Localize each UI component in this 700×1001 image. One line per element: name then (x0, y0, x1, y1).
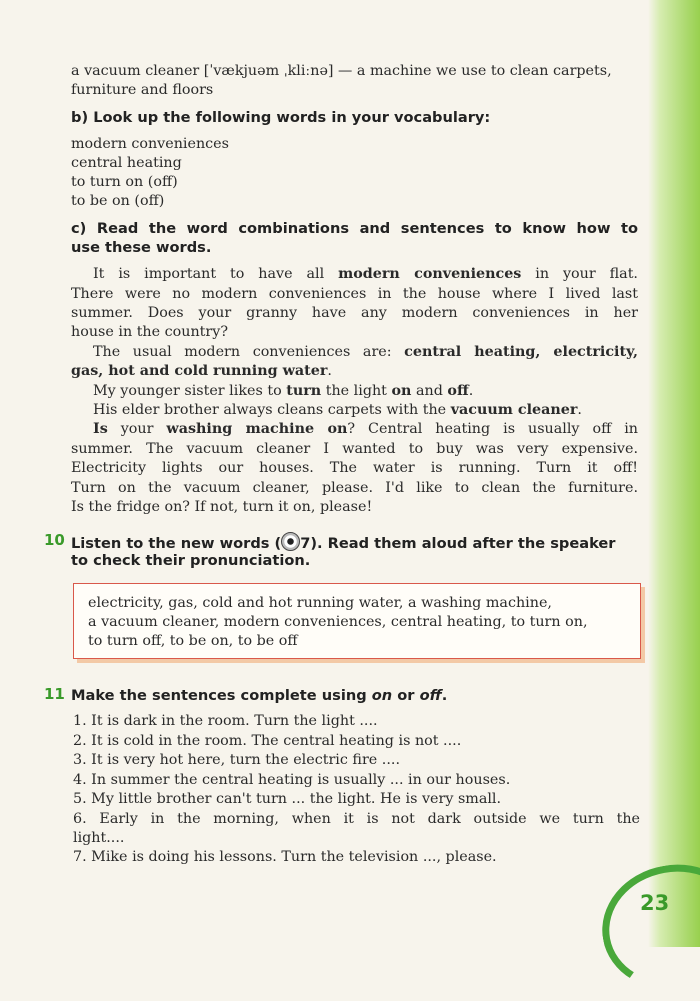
exercise-number: 10 (44, 531, 65, 549)
page-edge-band (648, 0, 700, 947)
box-line: electricity, gas, cold and hot running water, a washing machine, (88, 595, 552, 611)
exercise-item: 5. My little brother can't turn ... the light. He is very small. (73, 791, 502, 807)
sentence-line: My younger sister likes to turn the light on and off. (93, 383, 474, 399)
sentence-line: It is important to have all modern conveniences in your flat. (93, 266, 638, 282)
sentence-line: Electricity lights our houses. The water is running. Turn it off! (71, 460, 638, 476)
sentence-line: Is the fridge on? If not, turn it on, please! (71, 499, 373, 515)
exercise-item: 4. In summer the central heating is usually ... in our houses. (73, 772, 511, 788)
vocab-entry-line2: furniture and floors (71, 82, 214, 98)
word-item: to turn on (off) (71, 174, 178, 190)
sentence-line: Is your washing machine on? Central heating is usually off in (93, 421, 638, 437)
section-c-heading-line2: use these words. (71, 239, 212, 256)
exercise-item: 6. Early in the morning, when it is not dark outside we turn the (73, 811, 640, 827)
exercise-item-continuation: light.... (73, 830, 125, 846)
exercise-item: 7. Mike is doing his lessons. Turn the television ..., please. (73, 849, 497, 865)
box-line: to turn off, to be on, to be off (88, 633, 298, 649)
vocab-entry-line1: a vacuum cleaner [ˈvækjuəm ˌkliːnə] — a machine we use to clean carpets, (71, 63, 612, 79)
word-item: to be on (off) (71, 193, 165, 209)
section-c-heading-line1: c) Read the word combinations and sentences to know how to (71, 220, 638, 237)
sentence-line: There were no modern conveniences in the house where I lived last (71, 286, 638, 302)
exercise-item: 2. It is cold in the room. The central heating is not .... (73, 733, 462, 749)
word-item: modern conveniences (71, 136, 229, 152)
sentence-line: Turn on the vacuum cleaner, please. I'd like to clean the furniture. (71, 480, 638, 496)
exercise-11-instruction: Make the sentences complete using on or off. (71, 687, 448, 704)
sentence-line: His elder brother always cleans carpets with the vacuum cleaner. (93, 402, 582, 418)
page-number-arc (592, 853, 700, 1000)
exercise-item: 1. It is dark in the room. Turn the light .... (73, 713, 378, 729)
sentence-line: summer. The vacuum cleaner I wanted to buy was very expensive. (71, 441, 638, 457)
sentence-line: house in the country? (71, 324, 229, 340)
page-number: 23 (640, 891, 670, 915)
sentence-line: summer. Does your granny have any modern conveniences in her (71, 305, 638, 321)
exercise-10-instruction-line1: Listen to the new words ( 7). Read them aloud after the speaker (71, 532, 616, 554)
sentence-line: The usual modern conveniences are: central heating, electricity, (93, 344, 638, 360)
sentence-line: gas, hot and cold running water. (71, 363, 332, 379)
exercise-10-instruction-line2: to check their pronunciation. (71, 552, 311, 569)
word-item: central heating (71, 155, 182, 171)
word-list-box (73, 583, 641, 659)
box-line: a vacuum cleaner, modern conveniences, central heating, to turn on, (88, 614, 588, 630)
page-number-badge (600, 865, 700, 947)
exercise-item: 3. It is very hot here, turn the electric fire .... (73, 752, 400, 768)
audio-disc-icon (281, 532, 300, 551)
section-b-heading: b) Look up the following words in your vocabulary: (71, 109, 491, 126)
exercise-number: 11 (44, 685, 65, 703)
